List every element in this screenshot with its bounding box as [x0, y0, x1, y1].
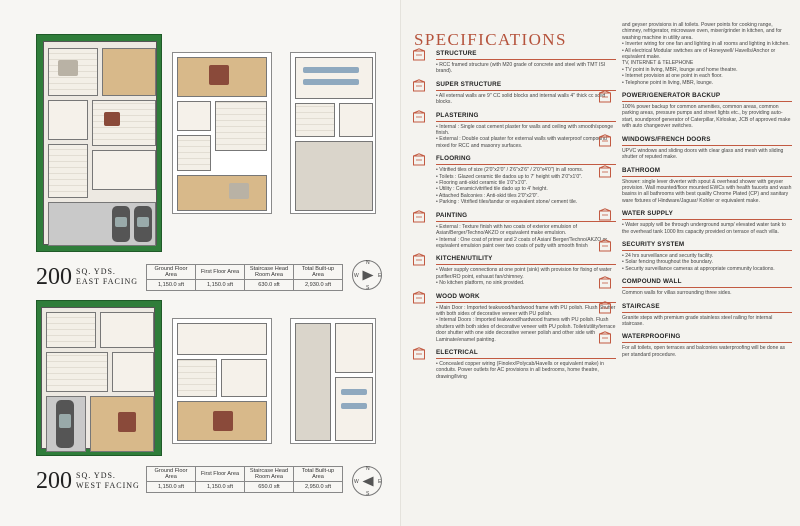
compass-w: W	[354, 273, 359, 279]
area-value: 630.0 sft	[245, 280, 294, 291]
spec-section-flooring	[436, 155, 616, 205]
electrical-continued-text: and geyser provisions in all toilets. Power points for cooking range, chimney, refrigerator, microwave oven, mixer/grinder in kitchen, and for washing machine in utility area. • Inverter wiring for one fan and lighting in all rooms and lighting in kitchen. • All electrical Modular switches are of Honeywell/ Havells/Anchor or equivalent make. TV, INTERNET & TELEPHONE • TV point in living, MBR, lounge and home theatre. • Internet provision at one point in each floor. • Telephone point in living, MBR, lounge.	[622, 22, 790, 86]
spec-text: • Vitrified tiles of size (2'0"x2'0" / 2'6"x2'6" / 2'0"x4'0") in all rooms.	[436, 167, 584, 174]
waterproofing-icon	[598, 331, 612, 345]
east-ground-floor-plan	[36, 34, 162, 252]
size-number: 200	[36, 264, 72, 290]
spec-text: • Solar fencing throughout the boundary.	[622, 259, 713, 266]
size-unit: SQ. YDS.	[76, 471, 116, 480]
spec-title: STRUCTURE	[436, 50, 616, 60]
furniture	[58, 60, 78, 76]
area-header: Staircase Head Room Area	[245, 265, 294, 280]
spec-title: BATHROOM	[622, 167, 792, 177]
spec-section-wood-work	[436, 293, 616, 343]
plan-room	[102, 48, 156, 96]
plan-room	[339, 103, 373, 137]
specs-column-2	[622, 22, 792, 364]
plan-room	[177, 135, 211, 171]
area-header: Total Built-up Area	[294, 467, 343, 482]
spec-text: • Concealed copper wiring (Finolex/Polycab/Havells or equivalent make) in conduits. Power outlets for AC provisions in all bedrooms, home theatre, drawing/living	[436, 360, 604, 380]
trowel-icon	[412, 110, 426, 124]
plan-room	[177, 359, 217, 397]
spec-text: For all toilets, open terraces and balconies waterproofing will be done as per standard procedure.	[622, 345, 786, 358]
area-header: Ground Floor Area	[147, 467, 196, 482]
arrow-icon	[363, 271, 374, 281]
open-terrace	[295, 141, 373, 211]
spec-section-security-system	[622, 241, 792, 272]
area-header: First Floor Area	[196, 265, 245, 280]
spec-text: • All external walls are 9" CC solid blocks and internal walls 4" thick cc solid blocks.	[436, 92, 606, 106]
area-value: 1,150.0 sft	[147, 280, 196, 291]
compass-n: N	[366, 260, 370, 266]
kitchen-icon	[412, 253, 426, 267]
electrical-continued	[622, 22, 792, 86]
furniture	[118, 412, 136, 432]
area-header: Ground Floor Area	[147, 265, 196, 280]
furniture	[229, 183, 249, 199]
west-ground-floor-plan	[36, 300, 162, 456]
spec-section-electrical	[436, 349, 616, 380]
spec-text: • Water supply connections at one point (sink) with provision for fixing of water purifier/RO point, exhaust fan/chimney.	[436, 267, 612, 280]
plan-room	[335, 377, 373, 441]
spec-text: • Water supply will be through underground sump/ elevated water tank to the overhead tank 1000 ltrs capacity provided on terrace of each villa.	[622, 222, 786, 235]
facing-label: WEST FACING	[76, 481, 140, 490]
spec-title: FLOORING	[436, 155, 616, 165]
plan-room	[48, 100, 88, 140]
spec-title: PLASTERING	[436, 112, 616, 122]
spec-text: • 24 hrs surveillance and security facility.	[622, 252, 714, 259]
spec-title: COMPOUND WALL	[622, 278, 792, 288]
spec-text: • RCC framed structure (with M20 grade of concrete and steel with TMT ISI brand).	[436, 62, 606, 75]
generator-icon	[598, 90, 612, 104]
plan-room	[177, 323, 267, 355]
spec-text: • External : Texture finish with two coats of exterior emulsion of Asian/Berger/Techno/AKZO or equivalent make emulsion.	[436, 223, 577, 237]
area-value: 1,150.0 sft	[147, 482, 196, 493]
spec-section-super-structure	[436, 81, 616, 106]
plan-room	[177, 175, 267, 211]
spec-section-windows-french-doors	[622, 136, 792, 161]
compass-w: W	[354, 479, 359, 485]
spec-text: Granite steps with premium grade stainless steel railing for internal staircase.	[622, 314, 773, 327]
compass-s: S	[366, 285, 370, 291]
spec-text: UPVC windows and sliding doors with clear glass and mesh with sliding shutter of reputed make.	[622, 147, 784, 161]
east-terrace-plan	[290, 52, 376, 214]
east-size-label	[36, 266, 141, 288]
compound-wall-icon	[598, 276, 612, 290]
furniture	[209, 65, 229, 85]
spec-text: • Parking : Vitrified tiles/tandur or equivalent stone/ cement tile.	[436, 199, 578, 206]
open-terrace	[295, 323, 331, 441]
spec-text: • No kitchen platform, no sink provided.	[436, 280, 525, 287]
plan-room	[221, 359, 267, 397]
plan-room	[100, 312, 154, 348]
arrow-icon	[363, 477, 374, 487]
car-icon	[134, 206, 152, 242]
spec-title: PAINTING	[436, 212, 616, 222]
spec-title: WATERPROOFING	[622, 333, 792, 343]
plan-room	[215, 101, 267, 151]
car-icon	[56, 400, 74, 448]
cctv-camera-icon	[598, 239, 612, 253]
plug-icon	[412, 347, 426, 361]
west-first-floor-plan	[172, 318, 272, 444]
furniture	[104, 112, 120, 126]
area-value: 650.0 sft	[245, 482, 294, 493]
spec-text: • Attached Balconies : Anti-skid tiles 2'0"x2'0".	[436, 192, 539, 199]
spec-title: POWER/GENERATOR BACKUP	[622, 92, 792, 102]
area-header: Total Built-up Area	[294, 265, 343, 280]
car-icon	[112, 206, 130, 242]
west-size-label	[36, 470, 141, 492]
spec-section-power-generator-backup	[622, 92, 792, 130]
spec-text: • Internal : Single coat cement plaster for walls and ceiling with smooth/sponge finish.	[436, 123, 614, 137]
plan-room	[335, 323, 373, 373]
area-value: 1,150.0 sft	[196, 280, 245, 291]
spec-title: ELECTRICAL	[436, 349, 616, 359]
plan-room	[295, 57, 373, 99]
plan-room	[92, 100, 156, 146]
furniture	[213, 411, 233, 431]
area-value: 2,930.0 sft	[294, 280, 343, 291]
compass-e: E	[378, 479, 382, 485]
paint-roller-icon	[412, 210, 426, 224]
area-header: Staircase Head Room Area	[245, 467, 294, 482]
window-icon	[598, 134, 612, 148]
spec-text: Shower: single lever diverter with spout & overhead shower with geyser provision. Wall mounted/floor mounted EWCs with health faucets and wash basins in all bathrooms with best quality Chrome Plated (CP) and sanitary ware fixtures of Hindware/Jaguar/ Kohler or equivalent make.	[622, 178, 792, 204]
spec-text: • Toilets : Glazed ceramic tile dados up to 7' height with 2'0"x1'0".	[436, 173, 583, 180]
spec-section-structure	[436, 50, 616, 75]
spec-text: • External : Double coat plaster for external walls with waterproof compound mixed for RCC and masonry surfaces.	[436, 136, 607, 149]
east-first-floor-plan	[172, 52, 272, 214]
east-area-table	[146, 264, 343, 291]
compass-icon	[352, 260, 382, 290]
spec-title: WOOD WORK	[436, 293, 616, 303]
spec-section-water-supply	[622, 210, 792, 235]
spec-text: • Flooring anti-skid ceramic tile 1'0"x1'0".	[436, 180, 528, 187]
plan-room	[295, 103, 335, 137]
door-icon	[412, 291, 426, 305]
compass-s: S	[366, 491, 370, 497]
plan-room	[92, 150, 156, 190]
spec-text: • Internal : One coat of primer and 2 coats of Asian/ Berger/Techno/AKZO or equivalent emulsion paint over two coats of putty with smooth finish	[436, 236, 608, 249]
compass-icon	[352, 466, 382, 496]
spec-title: SECURITY SYSTEM	[622, 241, 792, 251]
plan-room	[46, 352, 108, 392]
spec-section-waterproofing	[622, 333, 792, 358]
spec-section-compound-wall	[622, 278, 792, 296]
spec-text: • Utility : Ceramic/vitrified tile dado up to 4' height.	[436, 186, 548, 193]
plan-room	[177, 101, 211, 131]
size-unit: SQ. YDS.	[76, 267, 116, 276]
plan-room	[112, 352, 154, 392]
furniture	[303, 67, 359, 73]
spec-title: STAIRCASE	[622, 303, 792, 313]
west-terrace-plan	[290, 318, 376, 444]
spec-text: • Main Door : Imported teakwood/hardwood frame with PU polish. Flush Shutter with both sides of decorative veneer with PU polish.	[436, 304, 616, 317]
facing-label: EAST FACING	[76, 277, 139, 286]
furniture	[341, 389, 367, 395]
floor-tile-icon	[412, 153, 426, 167]
area-value: 2,950.0 sft	[294, 482, 343, 493]
specifications-title: SPECIFICATIONS	[414, 30, 567, 49]
spec-text: Common walls for villas surrounding three sides.	[622, 290, 732, 297]
staircase-icon	[598, 301, 612, 315]
brick-wall-icon	[412, 79, 426, 93]
bathtub-icon	[598, 165, 612, 179]
structure-icon	[412, 48, 426, 62]
spec-section-kitchen-utility	[436, 255, 616, 286]
west-area-table	[146, 466, 343, 493]
spec-section-painting	[436, 212, 616, 250]
specs-column-1	[436, 50, 616, 386]
furniture	[303, 79, 359, 85]
spec-title: SUPER STRUCTURE	[436, 81, 616, 91]
spec-title: WINDOWS/FRENCH DOORS	[622, 136, 792, 146]
area-header: First Floor Area	[196, 467, 245, 482]
water-drop-icon	[598, 208, 612, 222]
compass-n: N	[366, 466, 370, 472]
spec-text: • Security surveillance cameras at appropriate community locations.	[622, 265, 775, 272]
compass-e: E	[378, 273, 382, 279]
spec-title: KITCHEN/UTILITY	[436, 255, 616, 265]
spec-text: • Internal Doors : Imported teakwood/hardwood frames with PU polish. Flush shutters with both sides of decorative veneer with PU polish. Toilet/utility/terrace door shutter with one side decorative veneer polish and other side with Laminate/enamel painting.	[436, 317, 616, 343]
spec-title: WATER SUPPLY	[622, 210, 792, 220]
plan-room	[46, 312, 96, 348]
spec-section-bathroom	[622, 167, 792, 205]
spec-section-plastering	[436, 112, 616, 150]
plan-room	[48, 144, 88, 198]
area-value: 1,150.0 sft	[196, 482, 245, 493]
size-number: 200	[36, 468, 72, 494]
spec-text: 100% power backup for common amenities, common areas, common parking areas, pressure pumps and street lights etc., by providing auto-start, soundproof generator of Caterpillar, Kirloskar, JCB of approved make with auto changeover switches.	[622, 104, 791, 130]
furniture	[341, 403, 367, 409]
spec-section-staircase	[622, 303, 792, 328]
